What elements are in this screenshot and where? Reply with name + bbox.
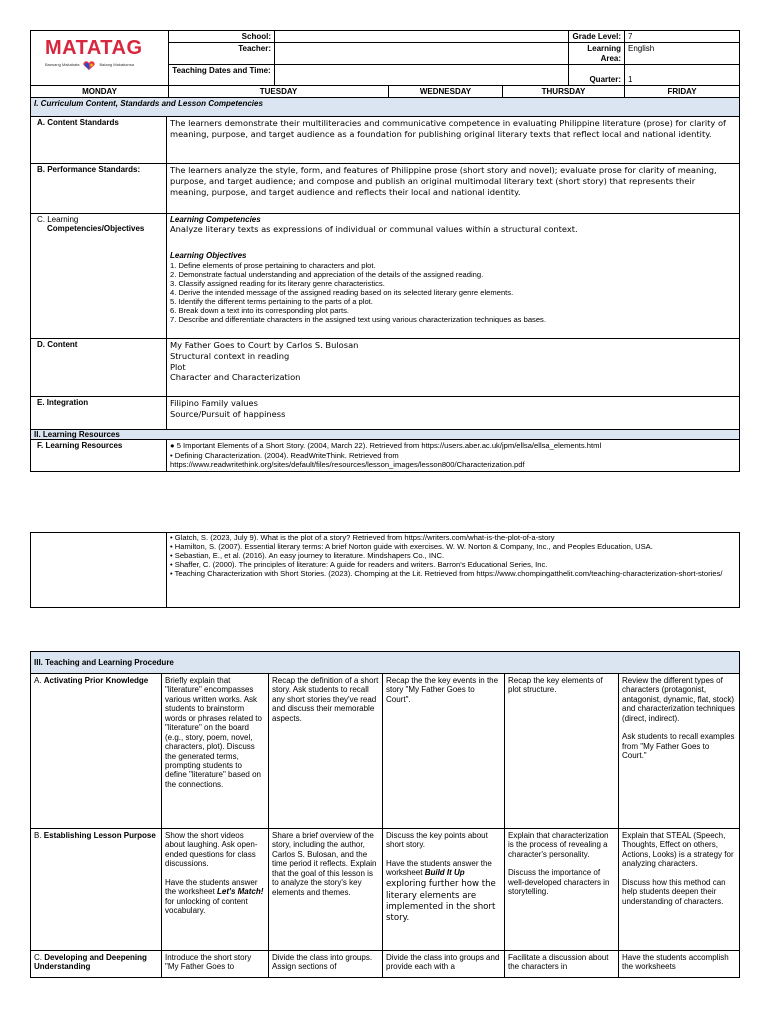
row-b-monday-p2-end: for unlocking of content vocabulary. (165, 896, 248, 916)
integration-cell (167, 397, 740, 430)
resource-item: • Glatch, S. (2023, July 9). What is the plot of a story? Retrieved from https://writers.com/what-is-the-plot-of-a-story (170, 533, 555, 542)
area-label: Learning Area: (569, 43, 625, 65)
resource-item: • Shaffer, C. (2000). The principles of literature: A guide for readers and writers. Barron's Educational Series, Inc. (170, 560, 548, 570)
row-b-monday (162, 829, 269, 951)
competencies-label (31, 214, 167, 339)
day-thursday: THURSDAY (503, 86, 625, 110)
resources-cell-page2 (167, 533, 740, 608)
logo-tagline-left: Bansang Makabata (45, 62, 80, 68)
day-friday: FRIDAY (625, 86, 740, 110)
row-c-wednesday: Divide the class into groups and provide each with a (383, 951, 505, 978)
dates-label: Teaching Dates and Time: (169, 65, 275, 86)
row-b-title: Establishing Lesson Purpose (43, 831, 156, 840)
objectives-list (170, 261, 736, 325)
quarter-value: 1 (625, 65, 740, 86)
content-cell (167, 339, 740, 397)
row-a-friday-p1: Review the different types of characters (protagonist, antagonist, dynamic, flat, stock) and characterization techniques (direct, indirect). (622, 676, 735, 723)
row-a-monday: Briefly explain that "literature" encompasses various written works. Ask students to brainstorm words or phrases related to "literature" on the board (e.g., story, poem, novel, characters, plot). Discuss the generated terms, prompting students to define "literature" based on the connections. (162, 674, 269, 829)
dates-value[interactable] (275, 65, 569, 86)
objective-item: 3. Classify assigned reading for its literary genre characteristics. (170, 278, 385, 288)
objective-item: 6. Break down a text into its corresponding plot parts. (170, 306, 349, 316)
content-line: My Father Goes to Court by Carlos S. Bulosan (170, 340, 359, 350)
logo-cell (31, 31, 169, 86)
objective-item: 5. Identify the different terms pertaining to the parts of a plot. (170, 297, 373, 307)
competencies-heading: Learning Competencies (170, 215, 261, 224)
row-b-wednesday-p1: Discuss the key points about short story. (386, 831, 488, 850)
row-b-monday-p1: Show the short videos about laughing. Ask open-ended questions for class discussions. (165, 831, 258, 869)
content-line: Structural context in reading (170, 350, 290, 361)
content-label: D. Content (31, 339, 167, 397)
area-value: English (625, 43, 740, 65)
row-c-friday: Have the students accomplish the worksheets (619, 951, 740, 978)
content-line: Character and Characterization (170, 372, 301, 383)
row-a-title: Activating Prior Knowledge (43, 676, 149, 685)
row-b-wednesday-p2-end: exploring further how the literary elements are implemented in the short story. (386, 879, 496, 923)
row-c-monday: Introduce the short story "My Father Goes to (162, 951, 269, 978)
content-line: Plot (170, 361, 186, 372)
resource-item: • Hamilton, S. (2007). Essential literary terms: A brief Norton guide with exercises. W. W. Norton & Company, Inc., and Peoples Education, USA. (170, 542, 653, 552)
day-tuesday: TUESDAY (169, 86, 389, 110)
grade-value: 7 (625, 31, 740, 43)
content-standards-label: A. Content Standards (31, 117, 167, 164)
resources-label: F. Learning Resources (31, 440, 167, 472)
row-b-thursday (505, 829, 619, 951)
row-b-prefix: B. (34, 831, 44, 840)
teacher-label: Teacher: (169, 43, 275, 65)
row-b-friday-p1: Explain that STEAL (Speech, Thoughts, Effect on others, Actions, Looks) is a strategy for analyzing characters. (622, 831, 734, 869)
section3-title: III. Teaching and Learning Procedure (31, 652, 740, 674)
curriculum-table (30, 97, 740, 472)
school-label: School: (169, 31, 275, 43)
objective-item: 2. Demonstrate factual understanding and appreciation of the details of the assigned reading. (170, 269, 484, 279)
matatag-logo: MATATAG (45, 37, 143, 59)
row-a-prefix: A. (34, 676, 44, 685)
row-b-thursday-p2: Discuss the importance of well-developed characters in storytelling. (508, 868, 610, 897)
performance-standards-label: B. Performance Standards: (31, 164, 167, 214)
competencies-cell (167, 214, 740, 339)
row-c-label (31, 951, 162, 978)
row-a-label (31, 674, 162, 829)
row-b-wednesday-p2 (386, 859, 501, 924)
section2-title: II. Learning Resources (31, 430, 740, 440)
row-b-friday-p2: Discuss how this method can help students deepen their understanding of characters. (622, 877, 726, 906)
row-b-wednesday-p2-start: Have the students answer the worksheet (386, 858, 492, 878)
row-c-tuesday: Divide the class into groups. Assign sections of (269, 951, 383, 978)
row-b-monday-p2 (165, 878, 265, 916)
row-c-thursday: Facilitate a discussion about the characters in (505, 951, 619, 978)
row-c-prefix: C. (34, 953, 45, 962)
school-value[interactable] (275, 31, 569, 43)
row-b-friday (619, 829, 740, 951)
resources-cell-page1 (167, 440, 740, 472)
heart-icon (82, 61, 96, 71)
integration-label: E. Integration (31, 397, 167, 430)
logo-tagline-right: Batang Makabansa (99, 62, 134, 68)
objective-item: 1. Define elements of prose pertaining to characters and plot. (170, 260, 376, 270)
resources-continued-label (31, 533, 167, 608)
day-monday: MONDAY (31, 86, 169, 110)
row-a-friday (619, 674, 740, 829)
competencies-label-line1: C. Learning (37, 215, 79, 224)
day-wednesday: WEDNESDAY (389, 86, 503, 110)
row-a-wednesday: Recap the the key events in the story "My Father Goes to Court". (383, 674, 505, 829)
integration-line: Filipino Family values (170, 398, 258, 408)
row-a-friday-p2: Ask students to recall examples from "My Father Goes to Court." (622, 732, 735, 761)
row-a-thursday: Recap the key elements of plot structure. (505, 674, 619, 829)
row-b-wednesday (383, 829, 505, 951)
teacher-value[interactable] (275, 43, 569, 65)
row-a-tuesday: Recap the definition of a short story. Ask students to recall any short stories they've read and discuss their memorable aspects. (269, 674, 383, 829)
objective-item: 4. Derive the intended message of the assigned reading based on its selected literary genre elements. (170, 287, 514, 297)
objective-item: 7. Describe and differentiate characters in the assigned text using various characterization techniques as bases. (170, 315, 546, 325)
row-c-title: Developing and Deepening Understanding (34, 953, 147, 972)
resource-item: ● 5 Important Elements of a Short Story. (2004, March 22). Retrieved from https://users.aber.ac.uk/jpm/ellsa/ellsa_elements.html (170, 441, 602, 451)
row-b-thursday-p1: Explain that characterization is the process of revealing a character's personality. (508, 831, 609, 859)
integration-line: Source/Pursuit of happiness (170, 408, 286, 419)
section1-title: I. Curriculum Content, Standards and Lesson Competencies (31, 98, 740, 117)
competencies-label-line2: Competencies/Objectives (47, 224, 145, 234)
competencies-text: Analyze literary texts as expressions of individual or communal values within a structural context. (170, 224, 578, 235)
performance-standards-text: The learners analyze the style, form, and features of Philippine prose (short story and novel); evaluate prose for clarity of meaning, purpose, and target audience; and compose and publish an original multimodal literary text (short story) that represents their meaning, purpose, and target audience and reflects their local and national identity. (167, 164, 740, 214)
row-b-wednesday-worksheet: Build It Up (424, 868, 465, 878)
resource-item: • Teaching Characterization with Short Stories. (2023). Chomping at the Lit. Retrieved from https://www.chompingatthelit.com/teaching-characterization-short-stories/ (170, 569, 723, 579)
resources-continued-table (30, 532, 740, 608)
content-standards-text: The learners demonstrate their multiliteracies and communicative competence in evaluating Philippine literature (prose) for clarity of meaning, purpose, and target audience as a foundation for publishing original literary texts that reflect local and national identity. (167, 117, 740, 164)
grade-label: Grade Level: (569, 31, 625, 43)
resource-item: • Sebastian, E., et al. (2016). An easy journey to literature. Mindshapers Co., INC. (170, 551, 445, 561)
quarter-label: Quarter: (569, 65, 625, 86)
row-b-label (31, 829, 162, 951)
procedure-table (30, 651, 740, 978)
row-b-monday-worksheet: Let's Match! (217, 887, 264, 897)
objectives-heading: Learning Objectives (170, 251, 247, 261)
row-b-tuesday: Share a brief overview of the story, including the author, Carlos S. Bulosan, and the time period it reflects. Explain that the goal of this lesson is to analyze the story's key elements and themes. (269, 829, 383, 951)
row-b-monday-p2-start: Have the students answer the worksheet (165, 877, 258, 897)
resource-item: • Defining Characterization. (2004). ReadWriteThink. Retrieved from https://www.readwritethink.org/sites/default/files/resources/lesson_images/lesson800/Characterization.pdf (170, 450, 525, 469)
